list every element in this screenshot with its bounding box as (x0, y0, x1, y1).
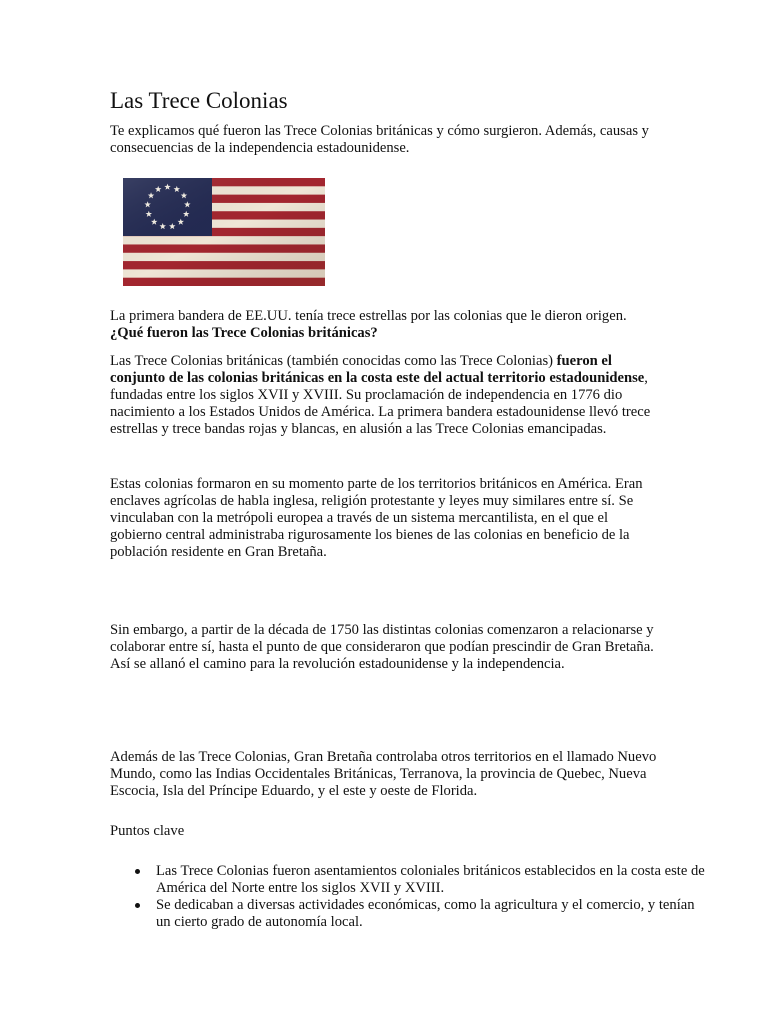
paragraph-1-end: , fundadas entre los siglos XVII y XVIII. Su proclamación de independencia en 1776 dio nacimiento a los Estados Unidos de América. La primera bandera estadounidense llevó trece estrellas y trece bandas rojas y blancas, en alusión a las Trece Colonias emancipadas. (110, 370, 651, 437)
image-caption: La primera bandera de EE.UU. tenía trece estrellas por las colonias que le dieron origen. (110, 308, 627, 324)
paragraph-3: Sin embargo, a partir de la década de 1750 las distintas colonias comenzaron a relacionarse y colaborar entre sí, hasta el punto de que consideraron que podían prescindir de Gran Bretaña. Así se allanó el camino para la revolución estadounidense y la independencia. (110, 622, 654, 672)
paragraph-2: Estas colonias formaron en su momento parte de los territorios británicos en América. Eran enclaves agrícolas de habla inglesa, religión protestante y leyes muy similares entre sí. Se vinculaban con la metrópoli europea a través de un sistema mercantilista, en el que el gobierno central administraba rigurosamente los bienes de las colonias en beneficio de la población residente en Gran Bretaña. (110, 476, 643, 560)
section-heading: ¿Qué fueron las Trece Colonias británicas? (110, 325, 378, 341)
thirteen-star-flag-icon (123, 178, 325, 286)
paragraph-4: Además de las Trece Colonias, Gran Bretaña controlaba otros territorios en el llamado Nuevo Mundo, como las Indias Occidentales Británicas, Terranova, la provincia de Quebec, Nueva Escocia, Isla del Príncipe Eduardo, y el este y oeste de Florida. (110, 749, 657, 799)
page-title: Las Trece Colonias (110, 88, 288, 113)
paragraph-1-bold: fueron el conjunto de las colonias británicas en la costa este del actual territorio estadounidense (110, 353, 645, 386)
paragraph-1 (110, 353, 662, 438)
list-item: Las Trece Colonias fueron asentamientos coloniales británicos establecidos en la costa este de América del Norte entre los siglos XVII y XVIII. (156, 863, 708, 897)
caption-block (110, 308, 662, 342)
intro-paragraph: Te explicamos qué fueron las Trece Colonias británicas y cómo surgieron. Además, causas y consecuencias de la independencia estadounidense. (110, 123, 649, 156)
flag-image (123, 178, 325, 286)
paragraph-1-start: Las Trece Colonias británicas (también conocidas como las Trece Colonias) (110, 353, 557, 369)
key-points-label: Puntos clave (110, 823, 185, 839)
key-points-list (110, 863, 708, 931)
list-item: Se dedicaban a diversas actividades económicas, como la agricultura y el comercio, y tenían un cierto grado de autonomía local. (156, 897, 708, 931)
